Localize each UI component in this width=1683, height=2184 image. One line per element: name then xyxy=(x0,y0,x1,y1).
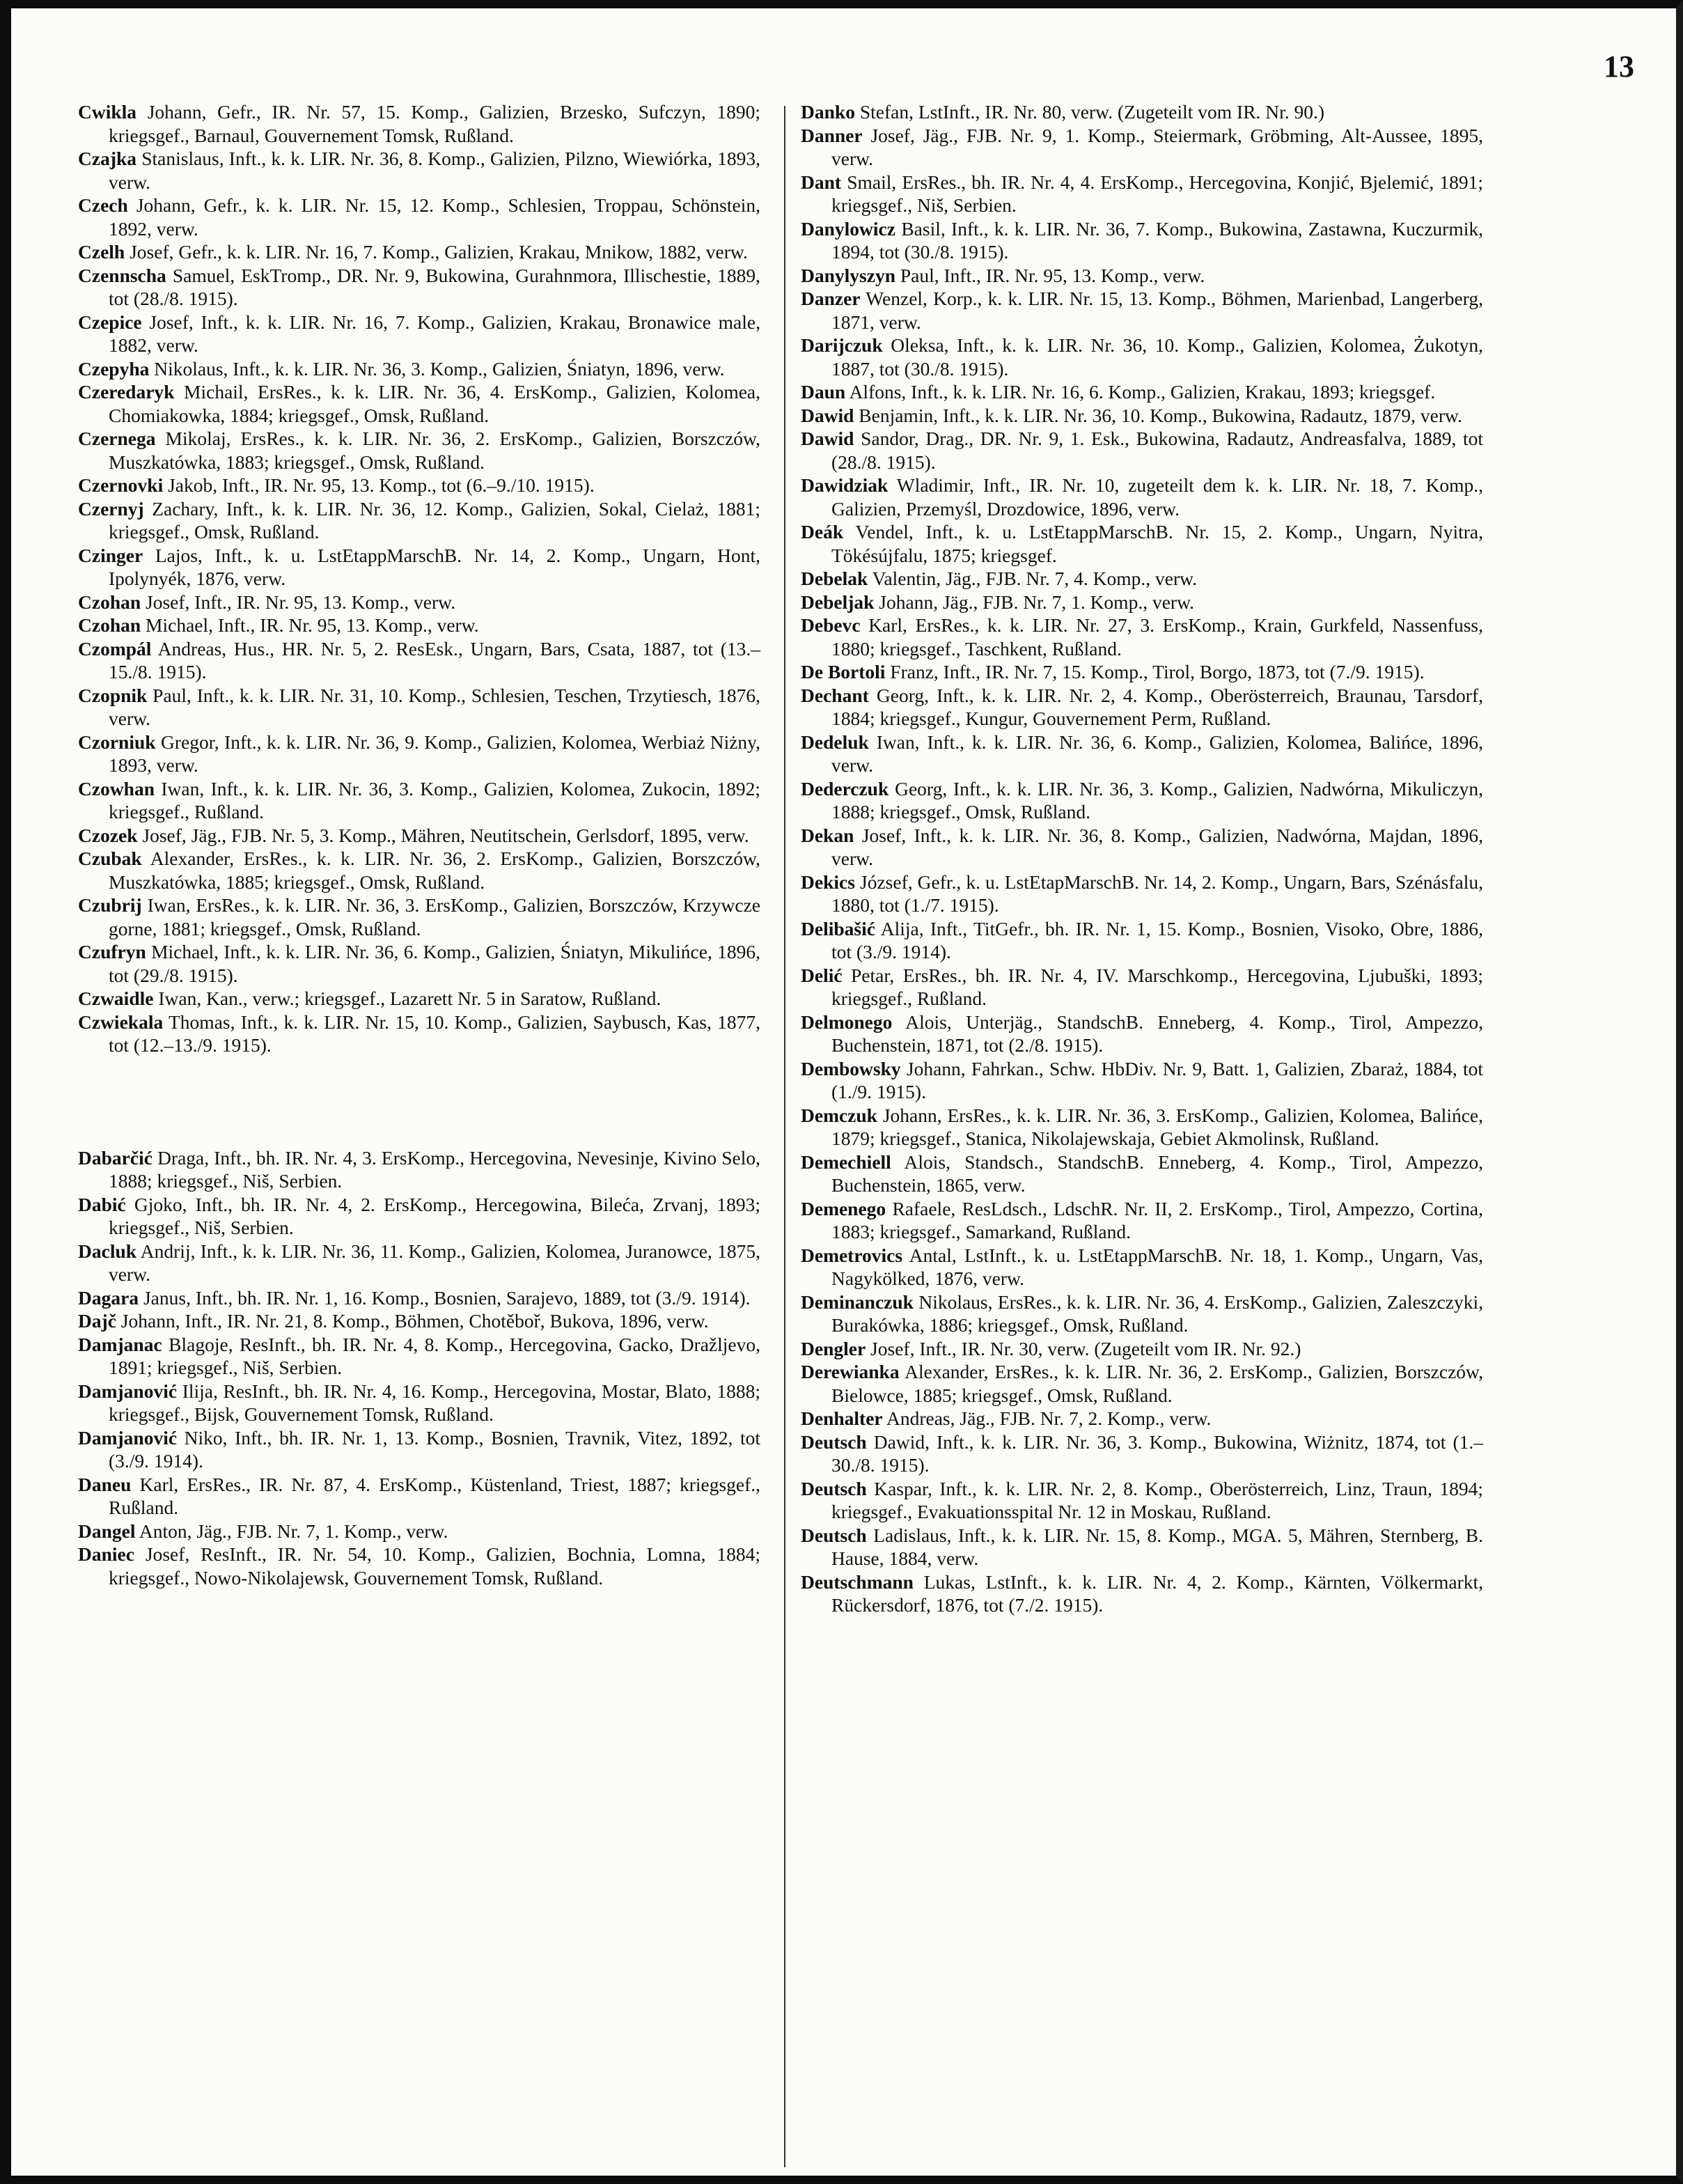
register-entry xyxy=(801,1057,1483,1104)
register-entry xyxy=(78,1193,760,1240)
register-entry xyxy=(78,824,760,848)
entry-surname: Delić xyxy=(801,964,843,986)
entry-details: Johann, Gefr., k. k. LIR. Nr. 15, 12. Komp., Schlesien, Troppau, Schönstein, 1892, verw. xyxy=(109,194,760,240)
entry-surname: Czelh xyxy=(78,241,125,263)
entry-surname: Cwikla xyxy=(78,101,137,123)
register-entry xyxy=(78,777,760,824)
entry-surname: Deák xyxy=(801,521,844,543)
register-entry xyxy=(801,1104,1483,1150)
register-entry xyxy=(78,497,760,544)
entry-details: Draga, Inft., bh. IR. Nr. 4, 3. ErsKomp., Hercegovina, Nevesinje, Kivino Selo, 1888; kriegsgef., Niš, Serbien. xyxy=(109,1146,760,1192)
entry-details: Paul, Inft., IR. Nr. 95, 13. Komp., verw. xyxy=(900,264,1205,286)
entry-surname: Dawidziak xyxy=(801,474,889,496)
entry-surname: Deminanczuk xyxy=(801,1290,914,1313)
entry-surname: Dekics xyxy=(801,871,855,893)
register-entry xyxy=(801,1011,1483,1057)
register-entry xyxy=(78,987,760,1011)
entry-details: Josef, Inft., IR. Nr. 30, verw. (Zugeteilt vom IR. Nr. 92.) xyxy=(870,1337,1301,1359)
entry-surname: Dabić xyxy=(78,1193,126,1215)
entry-details: Gregor, Inft., k. k. LIR. Nr. 36, 9. Komp., Galizien, Kolomea, Werbiaż Niżny, 1893, verw. xyxy=(109,731,761,776)
entry-surname: Denhalter xyxy=(801,1407,883,1429)
entry-details: Benjamin, Inft., k. k. LIR. Nr. 36, 10. Komp., Bukowina, Radautz, 1879, verw. xyxy=(859,404,1462,426)
entry-surname: Dembowsky xyxy=(801,1057,901,1079)
entry-surname: Demczuk xyxy=(801,1104,877,1126)
entry-details: Janus, Inft., bh. IR. Nr. 1, 16. Komp., Bosnien, Sarajevo, 1889, tot (3./9. 1914). xyxy=(143,1286,751,1309)
left-column xyxy=(78,100,760,1589)
entry-surname: Czohan xyxy=(78,614,141,636)
entry-surname: Danylyszyn xyxy=(801,264,895,286)
register-entry xyxy=(801,1244,1483,1290)
register-entry xyxy=(801,777,1483,824)
register-entry xyxy=(801,1290,1483,1337)
section-gap xyxy=(78,1057,760,1146)
entry-details: Nikolaus, ErsRes., k. k. LIR. Nr. 36, 4. ErsKomp., Galizien, Zaleszczyki, Burakówka, 1886; kriegsgef., Omsk, Rußland. xyxy=(831,1290,1484,1336)
register-entry xyxy=(78,380,760,427)
entry-surname: Czubrij xyxy=(78,894,142,916)
entry-details: Wenzel, Korp., k. k. LIR. Nr. 15, 13. Komp., Böhmen, Marienbad, Langerberg, 1871, verw. xyxy=(831,288,1483,333)
entry-details: Alija, Inft., TitGefr., bh. IR. Nr. 1, 15. Komp., Bosnien, Visoko, Obre, 1886, tot (3./9. 1914). xyxy=(831,917,1483,962)
entry-details: Stefan, LstInft., IR. Nr. 80, verw. (Zugeteilt vom IR. Nr. 90.) xyxy=(859,101,1325,123)
register-entry xyxy=(801,917,1483,964)
entry-details: Franz, Inft., IR. Nr. 7, 15. Komp., Tirol, Borgo, 1873, tot (7./9. 1915). xyxy=(890,661,1425,682)
entry-surname: Danner xyxy=(801,124,863,146)
entry-surname: Dangel xyxy=(78,1520,136,1542)
entry-surname: Czorniuk xyxy=(78,731,156,753)
register-entry xyxy=(801,520,1483,567)
entry-surname: Czopnik xyxy=(78,684,148,706)
entry-details: Alexander, ErsRes., k. k. LIR. Nr. 36, 2. ErsKomp., Galizien, Borszczów, Muszkatówka, 1885; kriegsgef., Omsk, Rußland. xyxy=(109,848,760,893)
right-column xyxy=(801,100,1483,1617)
entry-surname: Derewianka xyxy=(801,1361,900,1382)
register-entry xyxy=(801,660,1483,684)
entry-details: Wladimir, Inft., IR. Nr. 10, zugeteilt dem k. k. LIR. Nr. 18, 7. Komp., Galizien, Przemyśl, Drozdowice, 1896, verw. xyxy=(831,474,1483,520)
entry-details: Andreas, Hus., HR. Nr. 5, 2. ResEsk., Ungarn, Bars, Csata, 1887, tot (13.–15./8. 1915). xyxy=(109,637,761,682)
register-entry xyxy=(78,637,760,684)
entry-surname: Dedeluk xyxy=(801,731,869,753)
register-entry xyxy=(801,1150,1483,1197)
register-entry xyxy=(801,1407,1483,1430)
entry-surname: Daniec xyxy=(78,1543,134,1565)
entry-details: József, Gefr., k. u. LstEtapMarschB. Nr. 14, 2. Komp., Ungarn, Bars, Szénásfalu, 1880, tot (1./7. 1915). xyxy=(831,871,1484,916)
register-entry xyxy=(801,1570,1483,1617)
page-number: 13 xyxy=(1604,49,1634,84)
entry-surname: Dederczuk xyxy=(801,777,889,800)
entry-surname: Debelak xyxy=(801,568,868,589)
entry-details: Samuel, EskTromp., DR. Nr. 9, Bukowina, Gurahnmora, Illischestie, 1889, tot (28./8. 1915). xyxy=(109,264,760,309)
register-entry xyxy=(801,334,1483,380)
entry-surname: Danzer xyxy=(801,288,861,309)
entry-surname: Czajka xyxy=(78,148,137,169)
entry-surname: De Bortoli xyxy=(801,661,886,682)
entry-surname: Czepyha xyxy=(78,357,150,380)
entry-details: Iwan, Kan., verw.; kriegsgef., Lazarett Nr. 5 in Saratow, Rußland. xyxy=(158,988,662,1009)
entry-details: Josef, Inft., k. k. LIR. Nr. 16, 7. Komp., Galizien, Krakau, Bronawice male, 1882, verw. xyxy=(109,311,760,356)
register-entry xyxy=(78,1543,760,1589)
entry-details: Gjoko, Inft., bh. IR. Nr. 4, 2. ErsKomp., Hercegowina, Bileća, Zrvanj, 1893; kriegsgef., Niš, Serbien. xyxy=(109,1193,761,1238)
register-entry xyxy=(801,1337,1483,1361)
entry-surname: Dajč xyxy=(78,1310,116,1332)
register-entry xyxy=(801,474,1483,520)
entry-details: Michael, Inft., k. k. LIR. Nr. 36, 6. Komp., Galizien, Śniatyn, Mikulińce, 1896, tot (29./8. 1915). xyxy=(109,941,760,986)
register-entry xyxy=(801,404,1483,428)
register-entry xyxy=(801,100,1483,124)
register-entry xyxy=(78,1473,760,1520)
entry-details: Josef, Gefr., k. k. LIR. Nr. 16, 7. Komp., Galizien, Krakau, Mnikow, 1882, verw. xyxy=(130,241,748,263)
entry-details: Lukas, LstInft., k. k. LIR. Nr. 4, 2. Komp., Kärnten, Völkermarkt, Rückersdorf, 1876, tot (7./2. 1915). xyxy=(831,1570,1484,1616)
entry-surname: Czwiekala xyxy=(78,1011,164,1033)
entry-surname: Czozek xyxy=(78,824,138,846)
register-entry xyxy=(801,1360,1483,1407)
register-entry xyxy=(78,1333,760,1380)
entry-surname: Demenego xyxy=(801,1197,886,1219)
register-entry xyxy=(78,847,760,894)
entry-surname: Czernega xyxy=(78,428,156,449)
entry-details: Ladislaus, Inft., k. k. LIR. Nr. 15, 8. Komp., MGA. 5, Mähren, Sternberg, B. Hause, 1884, verw. xyxy=(831,1524,1483,1569)
column-divider xyxy=(784,106,785,2167)
register-entry xyxy=(78,894,760,940)
entry-surname: Czompál xyxy=(78,637,152,660)
entry-surname: Czepice xyxy=(78,311,142,333)
entry-details: Josef, ResInft., IR. Nr. 54, 10. Komp., Galizien, Bochnia, Lomna, 1884; kriegsgef., Nowo-Nikolajewsk, Gouvernement Tomsk, Rußland. xyxy=(109,1543,760,1589)
entry-details: Alfons, Inft., k. k. LIR. Nr. 16, 6. Komp., Galizien, Krakau, 1893; kriegsgef. xyxy=(849,381,1436,403)
entry-details: Nikolaus, Inft., k. k. LIR. Nr. 36, 3. Komp., Galizien, Śniatyn, 1896, verw. xyxy=(154,357,725,380)
entry-details: Petar, ErsRes., bh. IR. Nr. 4, IV. Marschkomp., Hercegovina, Ljubuški, 1893; kriegsgef., Rußland. xyxy=(831,964,1483,1009)
register-entry xyxy=(78,1520,760,1543)
entry-details: Alois, Unterjäg., StandschB. Enneberg, 4. Komp., Tirol, Ampezzo, Buchenstein, 1871, tot (2./8. 1915). xyxy=(831,1011,1484,1056)
entry-details: Blagoje, ResInft., bh. IR. Nr. 4, 8. Komp., Hercegovina, Gacko, Dražljevo, 1891; kriegsgef., Niš, Serbien. xyxy=(109,1333,760,1378)
entry-surname: Dagara xyxy=(78,1286,139,1309)
entry-details: Jakob, Inft., IR. Nr. 95, 13. Komp., tot (6.–9./10. 1915). xyxy=(168,474,595,496)
register-entry xyxy=(78,684,760,731)
entry-details: Iwan, ErsRes., k. k. LIR. Nr. 36, 3. ErsKomp., Galizien, Borszczów, Krzywcze gorne, 1881; kriegsgef., Omsk, Rußland. xyxy=(109,894,761,939)
register-entry xyxy=(78,1380,760,1426)
entry-surname: Dechant xyxy=(801,684,869,706)
entry-details: Niko, Inft., bh. IR. Nr. 1, 13. Komp., Bosnien, Travnik, Vitez, 1892, tot (3./9. 1914). xyxy=(109,1426,760,1472)
register-entry xyxy=(801,171,1483,217)
entry-details: Lajos, Inft., k. u. LstEtappMarschB. Nr. 14, 2. Komp., Ungarn, Hont, Ipolynyék, 1876, verw. xyxy=(109,544,760,589)
register-entry xyxy=(801,217,1483,264)
register-entry xyxy=(801,1197,1483,1244)
entry-surname: Dacluk xyxy=(78,1240,137,1262)
entry-surname: Czinger xyxy=(78,544,143,566)
entry-surname: Delibašić xyxy=(801,917,875,939)
entry-details: Michail, ErsRes., k. k. LIR. Nr. 36, 4. ErsKomp., Galizien, Kolomea, Chomiakowka, 1884; kriegsgef., Omsk, Rußland. xyxy=(109,381,760,426)
entry-surname: Czernyj xyxy=(78,497,144,520)
register-entry xyxy=(78,240,760,264)
entry-surname: Debeljak xyxy=(801,591,875,613)
register-entry xyxy=(801,684,1483,731)
entry-details: Basil, Inft., k. k. LIR. Nr. 36, 7. Komp., Bukowina, Zastawna, Kuczurmik, 1894, tot (30./8. 1915). xyxy=(831,217,1483,263)
entry-details: Johann, Inft., IR. Nr. 21, 8. Komp., Böhmen, Chotěboř, Bukova, 1896, verw. xyxy=(120,1310,709,1332)
entry-details: Zachary, Inft., k. k. LIR. Nr. 36, 12. Komp., Galizien, Sokal, Cielaż, 1881; kriegsgef., Omsk, Rußland. xyxy=(109,497,761,543)
entry-surname: Damjanović xyxy=(78,1380,178,1402)
entry-details: Karl, ErsRes., k. k. LIR. Nr. 27, 3. ErsKomp., Krain, Gurkfeld, Nassenfuss, 1880; kriegsgef., Taschkent, Rußland. xyxy=(831,614,1483,660)
register-entry xyxy=(801,824,1483,871)
entry-surname: Czufryn xyxy=(78,941,146,962)
entry-details: Alexander, ErsRes., k. k. LIR. Nr. 36, 2. ErsKomp., Galizien, Borszczów, Bielowce, 1885; kriegsgef., Omsk, Rußland. xyxy=(831,1361,1483,1406)
entry-surname: Deutsch xyxy=(801,1524,867,1546)
entry-surname: Demechiell xyxy=(801,1150,891,1173)
entry-surname: Czowhan xyxy=(78,777,155,800)
register-entry xyxy=(801,614,1483,660)
entry-details: Rafaele, ResLdsch., LdschR. Nr. II, 2. ErsKomp., Tirol, Ampezzo, Cortina, 1883; kriegsgef., Samarkand, Rußland. xyxy=(831,1197,1483,1242)
register-entry xyxy=(801,287,1483,334)
register-entry xyxy=(78,544,760,591)
entry-details: Andrij, Inft., k. k. LIR. Nr. 36, 11. Komp., Galizien, Kolomea, Juranowce, 1875, verw. xyxy=(109,1240,760,1285)
register-entry xyxy=(801,427,1483,474)
entry-details: Johann, Gefr., IR. Nr. 57, 15. Komp., Galizien, Brzesko, Sufczyn, 1890; kriegsgef., Barnaul, Gouvernement Tomsk, Rußland. xyxy=(109,101,761,146)
register-entry xyxy=(801,1524,1483,1570)
entry-details: Anton, Jäg., FJB. Nr. 7, 1. Komp., verw. xyxy=(139,1520,448,1542)
register-entry xyxy=(78,264,760,311)
register-entry xyxy=(78,1309,760,1333)
entry-surname: Darijczuk xyxy=(801,334,883,356)
entry-details: Thomas, Inft., k. k. LIR. Nr. 15, 10. Komp., Galizien, Saybusch, Kas, 1877, tot (12.–13./9. 1915). xyxy=(109,1011,760,1056)
entry-details: Dawid, Inft., k. k. LIR. Nr. 36, 3. Komp., Bukowina, Wiżnitz, 1874, tot (1.–30./8. 1915). xyxy=(831,1430,1483,1476)
entry-surname: Danylowicz xyxy=(801,217,895,240)
entry-details: Johann, Jäg., FJB. Nr. 7, 1. Komp., verw. xyxy=(879,591,1195,613)
entry-surname: Deutsch xyxy=(801,1430,867,1453)
entry-surname: Delmonego xyxy=(801,1011,893,1033)
register-entry xyxy=(78,147,760,194)
entry-details: Oleksa, Inft., k. k. LIR. Nr. 36, 10. Komp., Galizien, Kolomea, Żukotyn, 1887, tot (30./8. 1915). xyxy=(831,334,1483,380)
entry-details: Vendel, Inft., k. u. LstEtappMarschB. Nr. 15, 2. Komp., Ungarn, Nyitra, Tökésújfalu, 1875; kriegsgef. xyxy=(831,521,1483,566)
entry-surname: Damjanac xyxy=(78,1333,162,1355)
entry-surname: Daneu xyxy=(78,1473,132,1495)
register-entry xyxy=(78,614,760,637)
entry-details: Georg, Inft., k. k. LIR. Nr. 2, 4. Komp., Oberösterreich, Braunau, Tarsdorf, 1884; kriegsgef., Kungur, Gouvernement Perm, Rußland. xyxy=(831,684,1483,729)
entry-details: Mikolaj, ErsRes., k. k. LIR. Nr. 36, 2. ErsKomp., Galizien, Borszczów, Muszkatówka, 1883; kriegsgef., Omsk, Rußland. xyxy=(109,428,761,473)
entry-surname: Czwaidle xyxy=(78,988,154,1009)
entry-surname: Damjanović xyxy=(78,1426,178,1449)
register-entry xyxy=(78,1426,760,1473)
register-entry xyxy=(78,731,760,777)
entry-surname: Deutsch xyxy=(801,1477,867,1499)
entry-surname: Daun xyxy=(801,381,846,403)
register-entry xyxy=(78,311,760,357)
entry-surname: Czernovki xyxy=(78,474,164,496)
register-entry xyxy=(78,100,760,147)
entry-details: Andreas, Jäg., FJB. Nr. 7, 2. Komp., verw. xyxy=(886,1407,1212,1429)
register-entry xyxy=(801,1477,1483,1524)
register-entry xyxy=(801,264,1483,288)
entry-surname: Czech xyxy=(78,194,128,216)
entry-surname: Dengler xyxy=(801,1337,866,1359)
entry-surname: Czennscha xyxy=(78,264,166,286)
entry-details: Kaspar, Inft., k. k. LIR. Nr. 2, 8. Komp., Oberösterreich, Linz, Traun, 1894; kriegsgef., Evakuationsspital Nr. 12 in Moskau, Rußland. xyxy=(831,1477,1484,1522)
entry-details: Antal, LstInft., k. u. LstEtappMarschB. Nr. 18, 1. Komp., Ungarn, Vas, Nagykölked, 1876, verw. xyxy=(831,1244,1483,1289)
register-entry xyxy=(78,474,760,497)
entry-details: Josef, Inft., IR. Nr. 95, 13. Komp., verw. xyxy=(146,591,456,613)
entry-details: Alois, Standsch., StandschB. Enneberg, 4. Komp., Tirol, Ampezzo, Buchenstein, 1865, verw. xyxy=(831,1150,1484,1196)
entry-details: Ilija, ResInft., bh. IR. Nr. 4, 16. Komp., Hercegovina, Mostar, Blato, 1888; kriegsgef., Bijsk, Gouvernement Tomsk, Rußland. xyxy=(109,1380,760,1425)
register-entry xyxy=(801,731,1483,777)
register-entry xyxy=(801,591,1483,614)
entry-details: Valentin, Jäg., FJB. Nr. 7, 4. Komp., verw. xyxy=(872,568,1198,589)
entry-details: Georg, Inft., k. k. LIR. Nr. 36, 3. Komp., Galizien, Nadwórna, Mikuliczyn, 1888; kriegsgef., Omsk, Rußland. xyxy=(831,777,1484,822)
entry-surname: Czeredaryk xyxy=(78,381,175,403)
register-entry xyxy=(78,427,760,474)
entry-details: Johann, ErsRes., k. k. LIR. Nr. 36, 3. ErsKomp., Galizien, Kolomea, Balińce, 1879; kriegsgef., Stanica, Nikolajewskaja, Gebiet Akmolinsk, Rußland. xyxy=(831,1104,1483,1149)
entry-details: Michael, Inft., IR. Nr. 95, 13. Komp., verw. xyxy=(146,614,479,636)
register-entry xyxy=(801,124,1483,171)
register-entry xyxy=(801,567,1483,591)
entry-surname: Dawid xyxy=(801,428,854,449)
register-entry xyxy=(801,964,1483,1011)
register-entry xyxy=(78,1011,760,1057)
entry-details: Stanislaus, Inft., k. k. LIR. Nr. 36, 8. Komp., Galizien, Pilzno, Wiewiórka, 1893, verw. xyxy=(109,148,761,193)
entry-details: Sandor, Drag., DR. Nr. 9, 1. Esk., Bukowina, Radautz, Andreasfalva, 1889, tot (28./8. 1915). xyxy=(831,428,1484,473)
register-entry xyxy=(78,591,760,614)
entry-surname: Danko xyxy=(801,101,855,123)
entry-details: Paul, Inft., k. k. LIR. Nr. 31, 10. Komp., Schlesien, Teschen, Trzytiesch, 1876, verw. xyxy=(109,684,760,729)
register-entry xyxy=(78,357,760,381)
register-entry xyxy=(801,380,1483,404)
register-entry xyxy=(801,871,1483,917)
entry-details: Josef, Inft., k. k. LIR. Nr. 36, 8. Komp., Galizien, Nadwórna, Majdan, 1896, verw. xyxy=(831,824,1483,869)
register-entry xyxy=(801,1430,1483,1477)
entry-details: Iwan, Inft., k. k. LIR. Nr. 36, 6. Komp., Galizien, Kolomea, Balińce, 1896, verw. xyxy=(831,731,1483,776)
entry-surname: Czubak xyxy=(78,848,142,869)
entry-details: Smail, ErsRes., bh. IR. Nr. 4, 4. ErsKomp., Hercegovina, Konjić, Bjelemić, 1891; kriegsgef., Niš, Serbien. xyxy=(831,171,1483,216)
register-entry xyxy=(78,1240,760,1286)
entry-surname: Deutschmann xyxy=(801,1570,914,1593)
entry-details: Karl, ErsRes., IR. Nr. 87, 4. ErsKomp., Küstenland, Triest, 1887; kriegsgef., Rußland. xyxy=(109,1473,761,1518)
entry-details: Johann, Fahrkan., Schw. HbDiv. Nr. 9, Batt. 1, Galizien, Zbaraż, 1884, tot (1./9. 1915). xyxy=(831,1057,1484,1102)
entry-surname: Debevc xyxy=(801,614,861,636)
register-entry xyxy=(78,940,760,987)
entry-surname: Dabarčić xyxy=(78,1146,152,1169)
entry-surname: Demetrovics xyxy=(801,1244,903,1266)
register-entry xyxy=(78,1286,760,1310)
register-entry xyxy=(78,194,760,240)
entry-details: Iwan, Inft., k. k. LIR. Nr. 36, 3. Komp., Galizien, Kolomea, Zukocin, 1892; kriegsgef., Rußland. xyxy=(109,777,761,822)
register-entry xyxy=(78,1146,760,1193)
entry-details: Josef, Jäg., FJB. Nr. 5, 3. Komp., Mähren, Neutitschein, Gerlsdorf, 1895, verw. xyxy=(142,824,749,846)
entry-details: Josef, Jäg., FJB. Nr. 9, 1. Komp., Steiermark, Gröbming, Alt-Aussee, 1895, verw. xyxy=(831,124,1484,169)
entry-surname: Dekan xyxy=(801,824,854,846)
entry-surname: Dant xyxy=(801,171,842,193)
entry-surname: Dawid xyxy=(801,404,854,426)
entry-surname: Czohan xyxy=(78,591,141,613)
